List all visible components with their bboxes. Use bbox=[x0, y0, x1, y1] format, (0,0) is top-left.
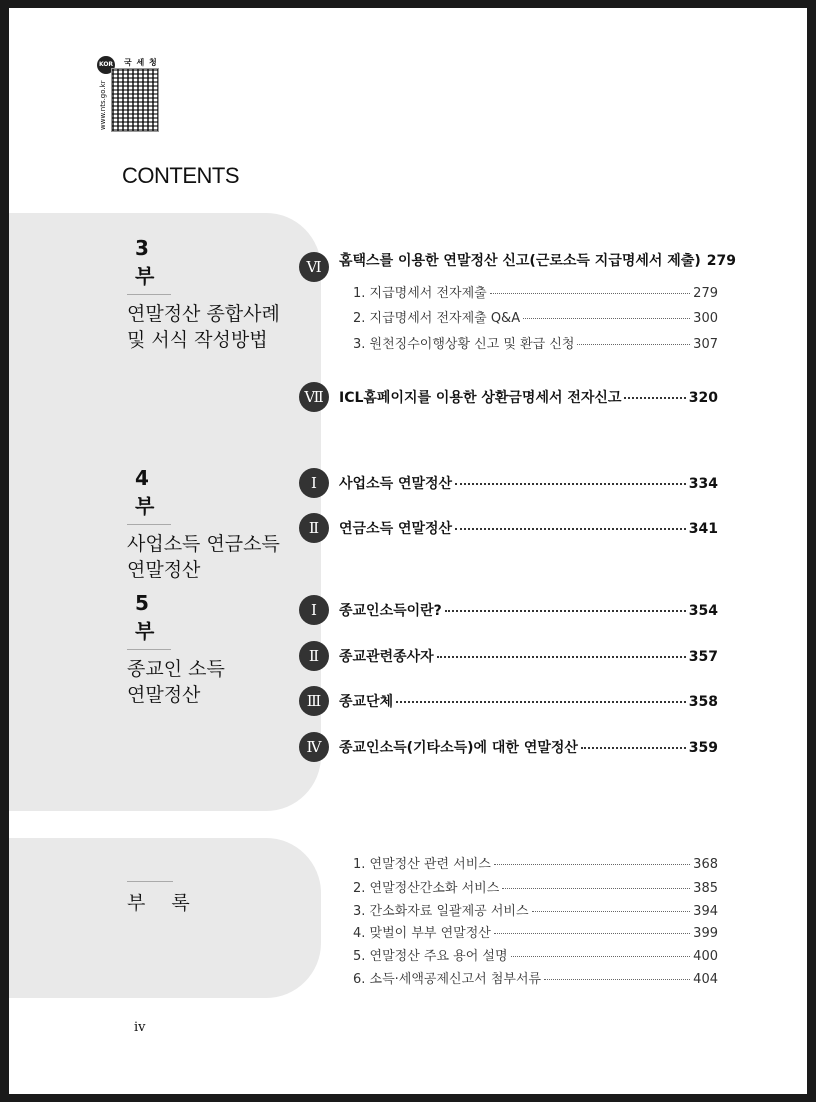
leader-dots bbox=[490, 293, 690, 294]
toc-subentry-page: 300 bbox=[693, 311, 718, 326]
chapter-numeral-badge: Ⅰ bbox=[299, 468, 329, 498]
part-title bbox=[127, 301, 280, 353]
chapter-numeral-badge: Ⅰ bbox=[299, 595, 329, 625]
appendix-entry-page: 400 bbox=[693, 949, 718, 964]
toc-entry-label: 종교관련종사자 bbox=[339, 649, 434, 665]
toc-entry-page: 354 bbox=[688, 603, 718, 619]
toc-entry-page: 334 bbox=[688, 476, 718, 492]
chapter-numeral-badge: Ⅵ bbox=[299, 252, 329, 282]
part-title-line: 연말정산 종합사례 bbox=[127, 303, 280, 325]
document-page bbox=[9, 8, 807, 1094]
part-5 bbox=[127, 591, 225, 708]
appendix-entry-page: 399 bbox=[693, 926, 718, 941]
leader-dots bbox=[455, 528, 686, 530]
toc-subentry-label: 3. 원천징수이행상황 신고 및 환급 신청 bbox=[353, 337, 575, 352]
appendix-panel bbox=[9, 838, 321, 998]
part-title-line: 종교인 소득 bbox=[127, 658, 225, 680]
chapter-numeral-badge: Ⅱ bbox=[299, 641, 329, 671]
appendix-entry-label: 4. 맞벌이 부부 연말정산 bbox=[353, 926, 491, 941]
toc-entry-page: 320 bbox=[688, 390, 718, 406]
toc-entry-label: 종교인소득(기타소득)에 대한 연말정산 bbox=[339, 740, 578, 756]
toc-entry-page: 359 bbox=[688, 740, 718, 756]
appendix-entry[interactable] bbox=[353, 900, 718, 919]
toc-subentry-label: 2. 지급명세서 전자제출 Q&A bbox=[353, 311, 521, 326]
appendix-rule bbox=[127, 881, 173, 882]
leader-dots bbox=[581, 747, 686, 749]
agency-name: 국 세 청 bbox=[124, 58, 158, 67]
toc-entry-label: ICL홈페이지를 이용한 상환금명세서 전자신고 bbox=[339, 390, 622, 406]
toc-subentry-page: 307 bbox=[693, 337, 718, 352]
toc-entry-label: 사업소득 연말정산 bbox=[339, 476, 453, 492]
appendix-entry-label: 3. 간소화자료 일괄제공 서비스 bbox=[353, 904, 529, 919]
toc-entry[interactable] bbox=[339, 600, 718, 620]
leader-dots bbox=[396, 701, 686, 703]
appendix-entry-page: 385 bbox=[693, 881, 718, 896]
contents-heading: CONTENTS bbox=[122, 163, 239, 188]
part-title-line: 및 서식 작성방법 bbox=[127, 329, 268, 351]
appendix-entry-page: 368 bbox=[693, 857, 718, 872]
leader-dots bbox=[445, 610, 686, 612]
toc-entry[interactable] bbox=[339, 691, 718, 711]
toc-entry-label: 연금소득 연말정산 bbox=[339, 521, 453, 537]
toc-entry-page: 357 bbox=[688, 649, 718, 665]
part-title-line: 연말정산 bbox=[127, 684, 201, 706]
part-title-line: 연말정산 bbox=[127, 559, 201, 581]
leader-dots bbox=[577, 344, 690, 345]
toc-subentry-page: 279 bbox=[693, 286, 718, 301]
chapter-numeral-badge: Ⅱ bbox=[299, 513, 329, 543]
leader-dots bbox=[532, 911, 691, 912]
part-title bbox=[127, 531, 280, 583]
part-3 bbox=[127, 236, 280, 353]
part-title-line: 사업소득 연금소득 bbox=[127, 533, 280, 555]
toc-entry[interactable] bbox=[339, 518, 718, 538]
qr-code-icon bbox=[111, 68, 159, 132]
nts-logo bbox=[97, 56, 187, 136]
appendix-entry[interactable] bbox=[353, 968, 718, 987]
appendix-entry-label: 6. 소득·세액공제신고서 첨부서류 bbox=[353, 972, 542, 987]
chapter-numeral-badge: Ⅳ bbox=[299, 732, 329, 762]
leader-dots bbox=[502, 888, 690, 889]
part-4 bbox=[127, 466, 280, 583]
chapter-numeral-badge: Ⅲ bbox=[299, 686, 329, 716]
leader-dots bbox=[511, 956, 691, 957]
toc-entry[interactable] bbox=[339, 387, 718, 407]
appendix-entry[interactable] bbox=[353, 853, 718, 872]
agency-url: www.nts.go.kr bbox=[99, 80, 107, 130]
page-number: iv bbox=[134, 1020, 146, 1035]
toc-subentry[interactable] bbox=[353, 307, 718, 326]
toc-entry-label: 홈택스를 이용한 연말정산 신고(근로소득 지급명세서 제출) bbox=[339, 253, 701, 269]
toc-subentry[interactable] bbox=[353, 282, 718, 301]
leader-dots bbox=[494, 933, 690, 934]
leader-dots bbox=[624, 397, 685, 399]
toc-subentry-label: 1. 지급명세서 전자제출 bbox=[353, 286, 487, 301]
leader-dots bbox=[544, 979, 690, 980]
toc-entry-page: 358 bbox=[688, 694, 718, 710]
leader-dots bbox=[455, 483, 686, 485]
toc-subentry[interactable] bbox=[353, 333, 718, 352]
part-number: 4부 bbox=[127, 466, 171, 525]
toc-entry[interactable] bbox=[339, 473, 718, 493]
appendix-entry[interactable] bbox=[353, 877, 718, 896]
toc-entry[interactable] bbox=[339, 250, 736, 270]
appendix-entry[interactable] bbox=[353, 945, 718, 964]
appendix-entry-label: 2. 연말정산간소화 서비스 bbox=[353, 881, 500, 896]
toc-entry-label: 종교인소득이란? bbox=[339, 603, 442, 619]
leader-dots bbox=[523, 318, 690, 319]
toc-entry[interactable] bbox=[339, 737, 718, 757]
nts-seal-icon: KOR bbox=[97, 56, 115, 74]
part-number: 3부 bbox=[127, 236, 171, 295]
appendix-entry[interactable] bbox=[353, 922, 718, 941]
toc-entry-label: 종교단체 bbox=[339, 694, 394, 710]
toc-entry-page: 279 bbox=[706, 253, 736, 269]
appendix-entry-label: 5. 연말정산 주요 용어 설명 bbox=[353, 949, 508, 964]
appendix-title: 부 록 bbox=[127, 892, 200, 914]
appendix-entry-page: 394 bbox=[693, 904, 718, 919]
leader-dots bbox=[437, 656, 686, 658]
part-title bbox=[127, 656, 225, 708]
appendix-entry-label: 1. 연말정산 관련 서비스 bbox=[353, 857, 491, 872]
part-number: 5부 bbox=[127, 591, 171, 650]
chapter-numeral-badge: Ⅶ bbox=[299, 382, 329, 412]
appendix-entry-page: 404 bbox=[693, 972, 718, 987]
leader-dots bbox=[494, 864, 690, 865]
toc-entry[interactable] bbox=[339, 646, 718, 666]
toc-entry-page: 341 bbox=[688, 521, 718, 537]
